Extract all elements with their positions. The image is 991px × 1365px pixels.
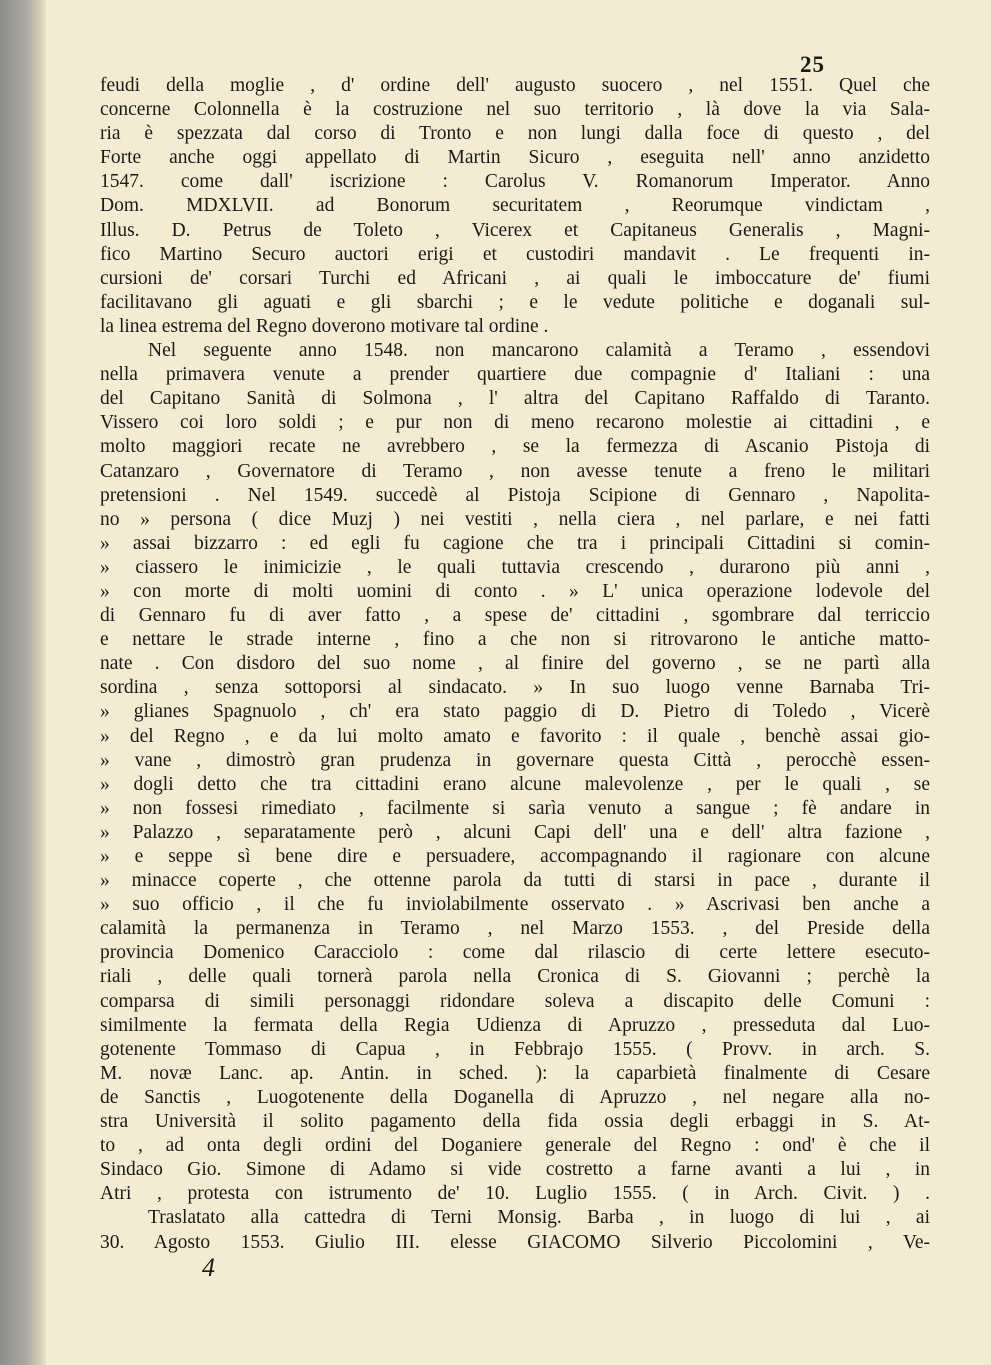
text-line: similmente la fermata della Regia Udienza di Apruzzo , presseduta dal Luo- (100, 1014, 930, 1036)
text-line: 1547. come dall' iscrizione : Carolus V. Romanorum Imperator. Anno (100, 171, 930, 193)
paragraph-start-line: Nel seguente anno 1548. non mancarono calamità a Teramo , essendovi (148, 340, 930, 362)
page-number: 25 (800, 52, 825, 77)
book-page (46, 0, 991, 1365)
text-line: » glianes Spagnuolo , ch' era stato paggio di D. Pietro di Toledo , Vicerè (100, 701, 930, 723)
text-line: feudi della moglie , d' ordine dell' augusto suocero , nel 1551. Quel che (100, 75, 930, 96)
signature-mark: 4 (202, 1253, 215, 1282)
body-text (100, 74, 930, 1255)
text-line: Forte anche oggi appellato di Martin Sicuro , eseguita nell' anno anzidetto (100, 147, 930, 169)
text-line: nella primavera venute a prender quartiere due compagnie d' Italiani : una (100, 364, 930, 386)
text-line: M. novæ Lanc. ap. Antin. in sched. ): la caparbietà finalmente di Cesare (100, 1062, 930, 1084)
text-line: Atri , protesta con istrumento de' 10. Luglio 1555. ( in Arch. Civit. ) . (100, 1183, 930, 1205)
text-line: stra Università il solito pagamento della fida ossia degli erbaggi in S. At- (100, 1111, 930, 1133)
text-line: no » persona ( dice Muzj ) nei vestiti , nella ciera , nel parlare, e nei fatti (100, 508, 930, 530)
text-line: » dogli detto che tra cittadini erano alcune malevolenze , per le quali , se (100, 773, 930, 795)
text-line: calamità la permanenza in Teramo , nel Marzo 1553. , del Preside della (100, 918, 930, 940)
book-gutter-shadow (0, 0, 46, 1365)
text-line: la linea estrema del Regno doverono motivare tal ordine . (100, 315, 549, 337)
text-line: 30. Agosto 1553. Giulio III. elesse GIACOMO Silverio Piccolomini , Ve- (100, 1231, 930, 1253)
text-line: to , ad onta degli ordini del Doganiere generale del Regno : ond' è che il (100, 1135, 930, 1157)
text-line: » con morte di molti uomini di conto . » L' unica operazione lodevole del (100, 580, 930, 602)
text-line: sordina , senza sottoporsi al sindacato. » In suo luogo venne Barnaba Tri- (100, 677, 930, 699)
text-line: Sindaco Gio. Simone di Adamo si vide costretto a farne avanti a lui , in (100, 1159, 930, 1181)
text-line: riali , delle quali tornerà parola nella Cronica di S. Giovanni ; perchè la (100, 966, 930, 988)
text-line: » Palazzo , separatamente però , alcuni Capi dell' una e dell' altra fazione , (100, 821, 930, 843)
text-line: Dom. MDXLVII. ad Bonorum securitatem , Reorumque vindictam , (100, 195, 930, 217)
text-line: Illus. D. Petrus de Toleto , Vicerex et Capitaneus Generalis , Magni- (100, 219, 930, 241)
text-line: Vissero coi loro soldi ; e pur non di meno recarono molestie ai cittadini , e (100, 412, 930, 434)
paragraph-start-line: Traslatato alla cattedra di Terni Monsig. Barba , in luogo di lui , ai (148, 1207, 930, 1229)
text-line: e nettare le strade interne , fino a che non si ritrovarono le antiche matto- (100, 629, 930, 651)
text-line: Catanzaro , Governatore di Teramo , non avesse tenute a freno le militari (100, 460, 930, 482)
text-line: gotenente Tommaso di Capua , in Febbrajo 1555. ( Provv. in arch. S. (100, 1038, 930, 1060)
text-line: cursioni de' corsari Turchi ed Africani , ai quali le imboccature de' fiumi (100, 267, 930, 289)
text-line: concerne Colonnella è la costruzione nel suo territorio , là dove la via Sala- (100, 99, 930, 121)
text-line: pretensioni . Nel 1549. succedè al Pistoja Scipione di Gennaro , Napolita- (100, 484, 930, 506)
text-line: de Sanctis , Luogotenente della Doganella di Apruzzo , nel negare alla no- (100, 1086, 930, 1108)
text-line: » minacce coperte , che ottenne parola da tutti di starsi in pace , durante il (100, 870, 930, 892)
text-line: molto maggiori recate ne avrebbero , se la fermezza di Ascanio Pistoja di (100, 436, 930, 458)
text-line: provincia Domenico Caracciolo : come dal rilascio di certe lettere esecuto- (100, 942, 930, 964)
text-line: ria è spezzata dal corso di Tronto e non lungi dalla foce di questo , del (100, 123, 930, 145)
text-line: comparsa di simili personaggi ridondare soleva a discapito delle Comuni : (100, 990, 930, 1012)
text-line: » non fossesi rimediato , facilmente si sarìa venuto a sangue ; fè andare in (100, 797, 930, 819)
text-line: » ciassero le inimicizie , le quali tuttavia crescendo , durarono più anni , (100, 556, 930, 578)
text-line: » suo officio , il che fu inviolabilmente osservato . » Ascrivasi ben anche a (100, 894, 930, 916)
text-line: facilitavano gli aguati e gli sbarchi ; e le vedute politiche e doganali sul- (100, 291, 930, 313)
text-line: » vane , dimostrò gran prudenza in governare questa Città , perocchè essen- (100, 749, 930, 771)
text-line: di Gennaro fu di aver fatto , a spese de' cittadini , sgombrare dal terriccio (100, 605, 930, 627)
text-line: » del Regno , e da lui molto amato e favorito : il quale , benchè assai gio- (100, 725, 930, 747)
text-line: nate . Con disdoro del suo nome , al finire del governo , se ne partì alla (100, 653, 930, 675)
text-line: fico Martino Securo auctori erigi et custodiri mandavit . Le frequenti in- (100, 243, 930, 265)
text-line: » assai bizzarro : ed egli fu cagione che tra i principali Cittadini si comin- (100, 532, 930, 554)
text-line: » e seppe sì bene dire e persuadere, accompagnando il ragionare con alcune (100, 846, 930, 867)
text-line: del Capitano Sanità di Solmona , l' altra del Capitano Raffaldo di Taranto. (100, 388, 930, 410)
